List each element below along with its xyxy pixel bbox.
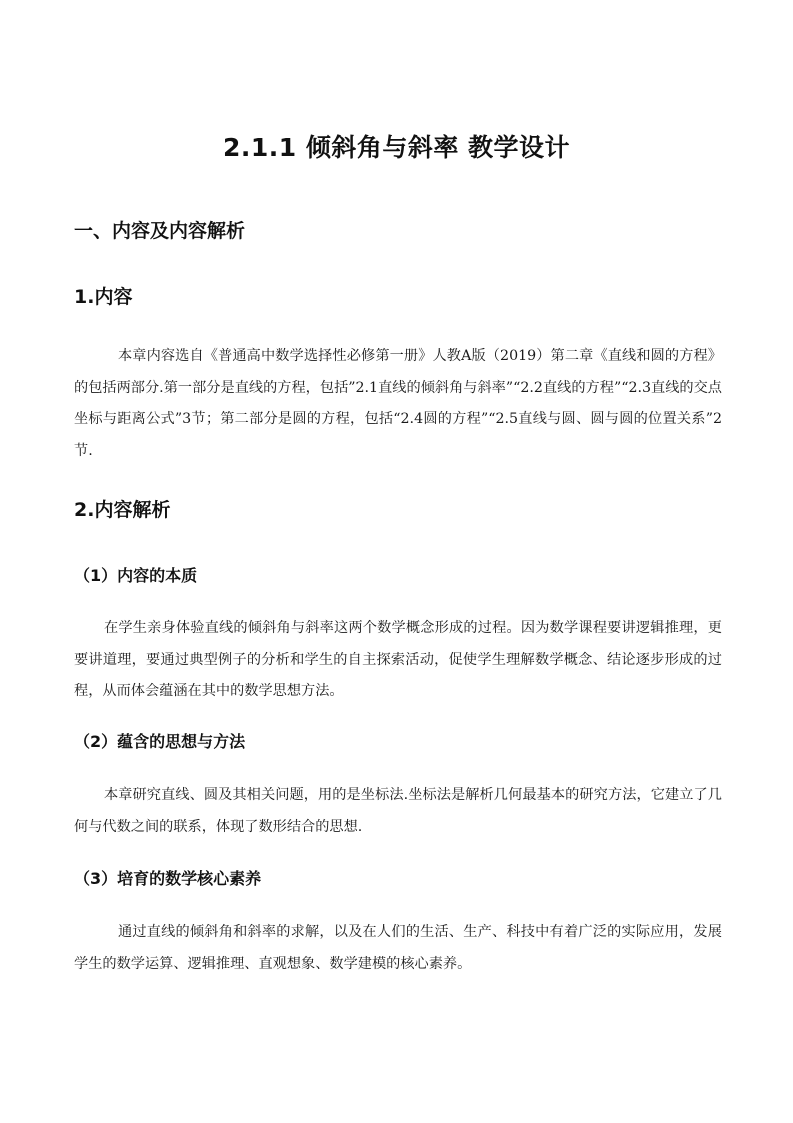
literacy-paragraph: 通过直线的倾斜角和斜率的求解，以及在人们的生活、生产、科技中有着广泛的实际应用，发展学生的数学运算、逻辑推理、直观想象、数学建模的核心素养。 bbox=[74, 924, 722, 972]
heading-thoughts-methods: （2）蕴含的思想与方法 bbox=[74, 732, 246, 751]
subsection-heading-content: 1.内容 bbox=[74, 286, 133, 308]
heading-core-literacy: （3）培育的数学核心素养 bbox=[74, 869, 262, 888]
subsection-heading-content-analysis: 2.内容解析 bbox=[74, 499, 171, 521]
methods-paragraph: 本章研究直线、圆及其相关问题，用的是坐标法.坐标法是解析几何最基本的研究方法，它建立了几何与代数之间的联系，体现了数形结合的思想. bbox=[74, 787, 722, 835]
heading-content-essence: （1）内容的本质 bbox=[74, 566, 198, 585]
document-title: 2.1.1 倾斜角与斜率 教学设计 bbox=[222, 133, 571, 162]
essence-paragraph: 在学生亲身体验直线的倾斜角与斜率这两个数学概念形成的过程。因为数学课程要讲逻辑推理，更要讲道理，要通过典型例子的分析和学生的自主探索活动，促使学生理解数学概念、结论逐步形成的过程，从而体会蕴涵在其中的数学思想方法。 bbox=[74, 620, 722, 699]
section-heading-content-analysis: 一、内容及内容解析 bbox=[74, 220, 246, 242]
content-paragraph: 本章内容选自《普通高中数学选择性必修第一册》人教A版（2019）第二章《直线和圆的方程》的包括两部分.第一部分是直线的方程，包括”2.1直线的倾斜角与斜率”“2.2直线的方程”“2.3直线的交点坐标与距离公式”3节；第二部分是圆的方程，包括“2.4圆的方程”“2.5直线与圆、圆与圆的位置关系”2节. bbox=[74, 348, 722, 459]
